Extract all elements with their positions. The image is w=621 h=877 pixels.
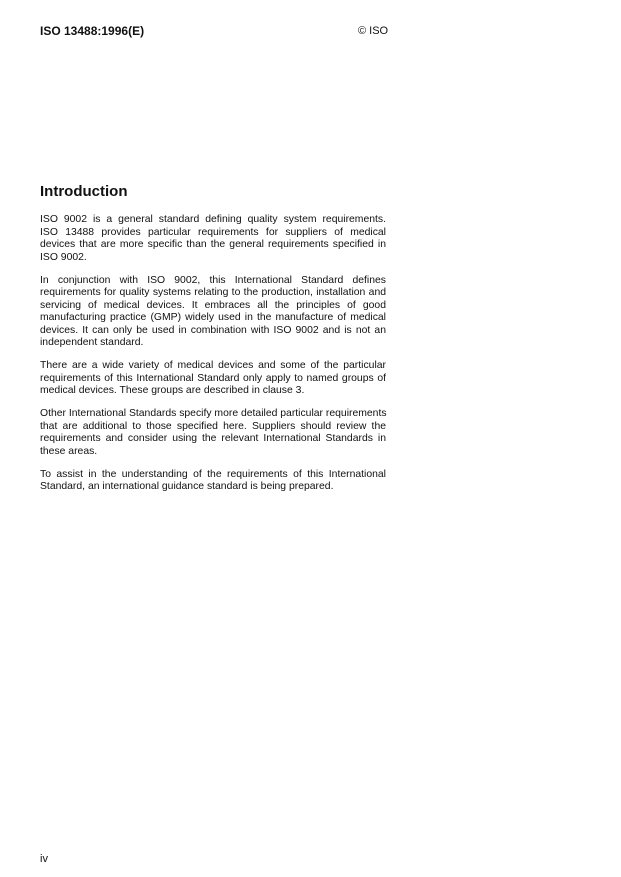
paragraph-line: requirements for quality systems relating to the production, installation and bbox=[40, 287, 386, 298]
paragraph-line: ISO 9002 is a general standard defining quality system requirements. bbox=[40, 214, 386, 225]
paragraph-line: Other International Standards specify more detailed particular requirements bbox=[40, 408, 387, 419]
paragraph bbox=[40, 214, 386, 264]
paragraph-line: manufacturing practice (GMP) widely used in the manufacture of medical bbox=[40, 312, 386, 323]
paragraph-line: that are additional to those specified here. Suppliers should review the bbox=[40, 420, 386, 432]
paragraph-line: requirements and consider using the relevant International Standards in bbox=[40, 433, 386, 444]
paragraph bbox=[40, 408, 386, 458]
introduction-body bbox=[40, 214, 386, 504]
paragraph-line: devices that are more specific than the general requirements specified in bbox=[40, 239, 386, 250]
paragraph-line: There are a wide variety of medical devices and some of the particular bbox=[40, 360, 386, 371]
paragraph-line: In conjunction with ISO 9002, this International Standard defines bbox=[40, 274, 386, 286]
paragraph-line: independent standard. bbox=[40, 337, 144, 348]
paragraph-line: devices. It can only be used in combination with ISO 9002 and is not an bbox=[40, 324, 386, 336]
copyright-notice: © ISO bbox=[358, 25, 389, 37]
paragraph bbox=[40, 469, 386, 494]
paragraph-line: Standard, an international guidance standard is being prepared. bbox=[40, 481, 334, 492]
paragraph-line: requirements of this International Standard only apply to named groups of bbox=[40, 372, 386, 384]
paragraph-line: To assist in the understanding of the requirements of this International bbox=[40, 468, 386, 480]
paragraph-line: these areas. bbox=[40, 445, 98, 457]
paragraph bbox=[40, 275, 386, 350]
paragraph-line: ISO 9002. bbox=[40, 251, 87, 263]
paragraph-line: ISO 13488 provides particular requirements for suppliers of medical bbox=[40, 226, 386, 238]
page-number: iv bbox=[40, 853, 48, 865]
paragraph-line: servicing of medical devices. It embraces all the principles of good bbox=[40, 299, 386, 311]
section-title: Introduction bbox=[40, 183, 128, 200]
paragraph bbox=[40, 360, 386, 398]
paragraph-line: medical devices. These groups are described in clause 3. bbox=[40, 385, 305, 396]
document-id: ISO 13488:1996(E) bbox=[40, 24, 145, 38]
